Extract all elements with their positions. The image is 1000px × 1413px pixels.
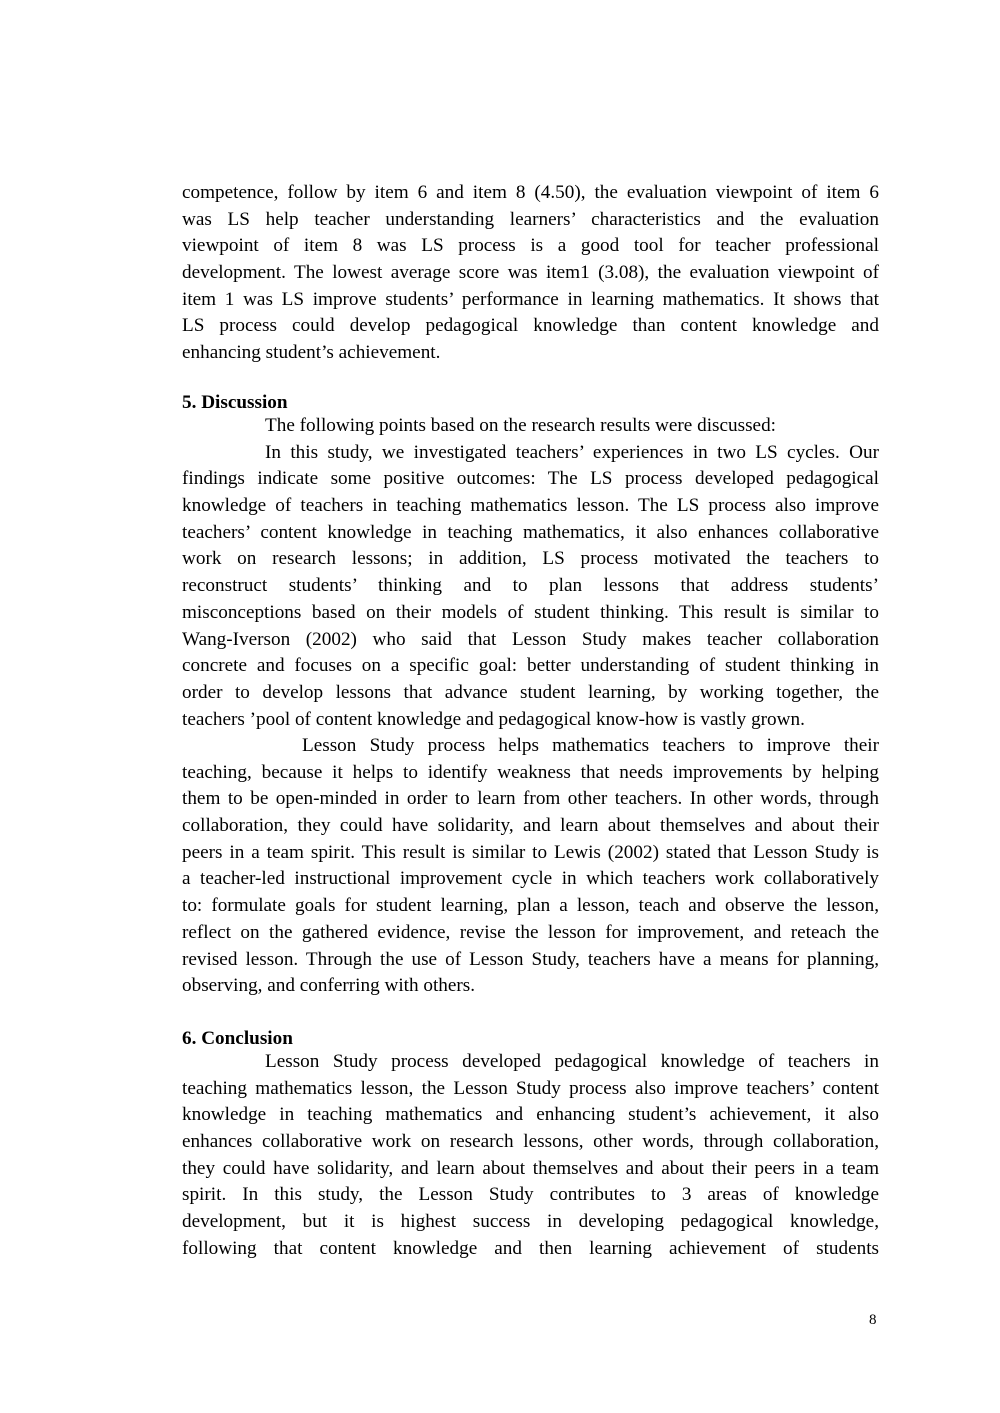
text-line: misconceptions based on their models of student thinking. This result is similar to bbox=[182, 601, 879, 623]
text-line: a teacher-led instructional improvement cycle in which teachers work collaboratively bbox=[182, 868, 879, 890]
text-line: In this study, we investigated teachers’ experiences in two LS cycles. Our bbox=[265, 441, 879, 463]
text-line: knowledge of teachers in teaching mathematics lesson. The LS process also improve bbox=[182, 495, 879, 517]
text-line: them to be open-minded in order to learn from other teachers. In other words, through bbox=[182, 788, 879, 810]
text-line: LS process could develop pedagogical knowledge than content knowledge and bbox=[182, 315, 879, 337]
text-line: development. The lowest average score was item1 (3.08), the evaluation viewpoint of bbox=[182, 262, 879, 284]
discussion-heading: 5. Discussion bbox=[182, 392, 288, 413]
text-line: reconstruct students’ thinking and to plan lessons that address students’ bbox=[182, 575, 879, 597]
text-line: teaching, because it helps to identify weakness that needs improvements by helping bbox=[182, 761, 879, 783]
discussion-paragraph-1 bbox=[182, 413, 879, 733]
text-line: competence, follow by item 6 and item 8 (4.50), the evaluation viewpoint of item 6 bbox=[182, 182, 879, 203]
text-line: Lesson Study process developed pedagogical knowledge of teachers in bbox=[265, 1051, 879, 1072]
conclusion-paragraph bbox=[182, 1049, 879, 1263]
text-line: Wang-Iverson (2002) who said that Lesson Study makes teacher collaboration bbox=[182, 628, 879, 650]
text-line: findings indicate some positive outcomes: The LS process developed pedagogical bbox=[182, 468, 879, 490]
text-line: development, but it is highest success in developing pedagogical knowledge, bbox=[182, 1211, 879, 1233]
text-line: peers in a team spirit. This result is similar to Lewis (2002) stated that Lesson Study is bbox=[182, 841, 879, 863]
text-line: Lesson Study process helps mathematics teachers to improve their bbox=[302, 735, 879, 756]
text-line: teachers’ content knowledge in teaching mathematics, it also enhances collaborative bbox=[182, 521, 879, 543]
text-line: order to develop lessons that advance student learning, by working together, the bbox=[182, 681, 879, 703]
text-line: observing, and conferring with others. bbox=[182, 975, 476, 997]
discussion-paragraph-2 bbox=[182, 733, 879, 1000]
text-line: work on research lessons; in addition, LS process motivated the teachers to bbox=[182, 548, 879, 570]
page-number: 8 bbox=[869, 1312, 877, 1328]
text-line: enhancing student’s achievement. bbox=[182, 342, 441, 364]
text-line: teachers ’pool of content knowledge and pedagogical know-how is vastly grown. bbox=[182, 708, 805, 730]
text-line: following that content knowledge and then learning achievement of students bbox=[182, 1237, 879, 1259]
results-continuation-paragraph bbox=[182, 180, 879, 367]
text-line: reflect on the gathered evidence, revise the lesson for improvement, and reteach the bbox=[182, 921, 879, 943]
text-line: spirit. In this study, the Lesson Study contributes to 3 areas of knowledge bbox=[182, 1184, 879, 1206]
text-line: viewpoint of item 8 was LS process is a good tool for teacher professional bbox=[182, 235, 879, 257]
text-line: they could have solidarity, and learn about themselves and about their peers in a team bbox=[182, 1157, 879, 1179]
text-line: revised lesson. Through the use of Lesson Study, teachers have a means for planning, bbox=[182, 948, 879, 970]
text-line: The following points based on the research results were discussed: bbox=[265, 415, 776, 436]
text-line: collaboration, they could have solidarity, and learn about themselves and about their bbox=[182, 815, 879, 837]
conclusion-heading: 6. Conclusion bbox=[182, 1028, 293, 1049]
text-line: teaching mathematics lesson, the Lesson Study process also improve teachers’ content bbox=[182, 1077, 879, 1099]
text-line: knowledge in teaching mathematics and enhancing student’s achievement, it also bbox=[182, 1104, 879, 1126]
text-line: concrete and focuses on a specific goal: better understanding of student thinking in bbox=[182, 655, 879, 677]
text-line: item 1 was LS improve students’ performance in learning mathematics. It shows that bbox=[182, 288, 879, 310]
text-line: enhances collaborative work on research lessons, other words, through collaboration, bbox=[182, 1131, 879, 1153]
text-line: to: formulate goals for student learning, plan a lesson, teach and observe the lesson, bbox=[182, 895, 879, 917]
text-line: was LS help teacher understanding learners’ characteristics and the evaluation bbox=[182, 208, 879, 230]
